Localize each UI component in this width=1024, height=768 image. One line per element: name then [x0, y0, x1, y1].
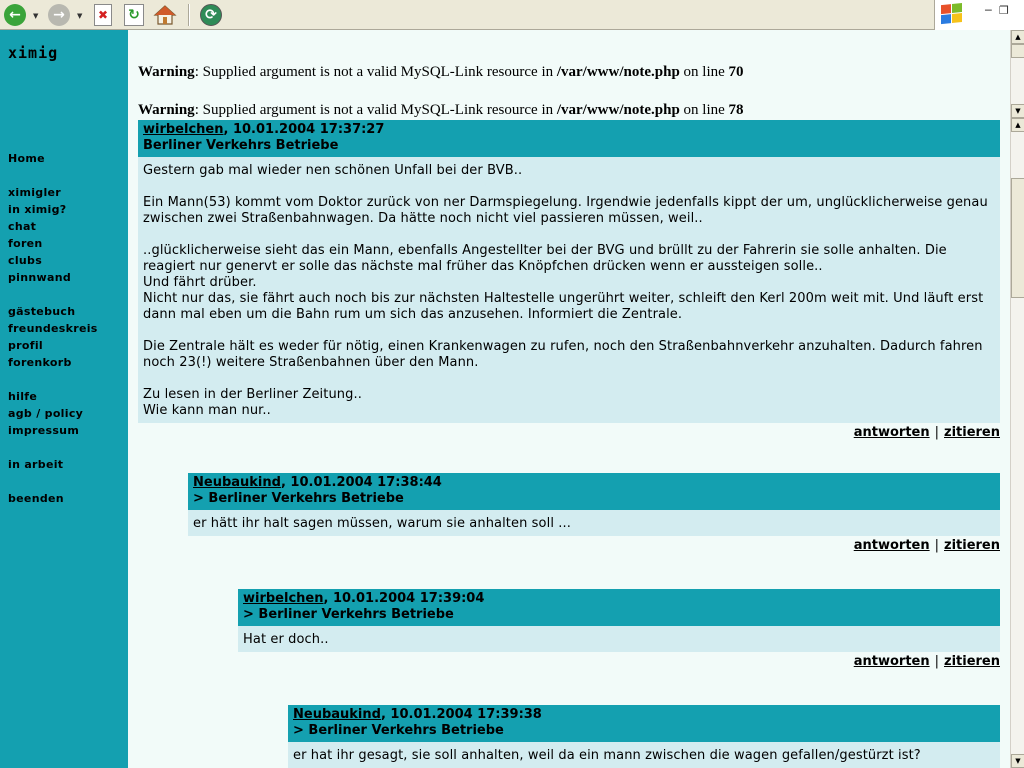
post-subject: > Berliner Verkehrs Betriebe [293, 723, 504, 738]
post-text-line [143, 371, 995, 387]
scroll-down-icon[interactable]: ▼ [1011, 754, 1024, 768]
scroll-up-icon[interactable]: ▲ [1011, 118, 1024, 132]
php-warning: Warning: Supplied argument is not a valid MySQL-Link resource in /var/www/note.php on line 70 [138, 64, 744, 80]
quote-link[interactable]: zitieren [944, 425, 1000, 440]
browser-toolbar [0, 0, 1024, 30]
sidebar-item-foren[interactable]: foren [8, 237, 43, 250]
scroll-up-icon[interactable]: ▲ [1011, 30, 1024, 44]
back-dropdown-icon[interactable]: ▼ [33, 12, 39, 20]
post-header [188, 473, 1000, 510]
sidebar-item-gaestebuch[interactable]: gästebuch [8, 305, 76, 318]
post-actions [188, 536, 1000, 553]
sidebar-item-home[interactable]: Home [8, 152, 45, 165]
sidebar-item-beenden[interactable]: beenden [8, 492, 64, 505]
post-text-line: er hätt ihr halt sagen müssen, warum sie anhalten soll ... [193, 516, 571, 531]
sidebar-item-agb-policy[interactable]: agb / policy [8, 407, 84, 420]
reply-link[interactable]: antworten [853, 425, 930, 440]
sidebar-item-pinnwand[interactable]: pinnwand [8, 271, 71, 284]
post-datetime: , 10.01.2004 17:39:04 [323, 591, 485, 606]
refresh-button[interactable] [124, 3, 144, 27]
php-warning: Warning: Supplied argument is not a valid MySQL-Link resource in /var/www/note.php on line 78 [138, 102, 744, 118]
reply-link[interactable]: antworten [853, 538, 930, 553]
sidebar-item-in-arbeit[interactable]: in arbeit [8, 458, 64, 471]
post-text-line: Die Zentrale hält es weder für nötig, einen Krankenwagen zu rufen, noch den Straßenbahnverkehr anzuhalten. Dadurch fahren noch 23(!) weitere Straßenbahnen über den Mann. [143, 339, 983, 370]
post-text-line: Wie kann man nur.. [143, 403, 271, 418]
stop-button[interactable] [94, 3, 112, 27]
post-datetime: , 10.01.2004 17:37:27 [223, 122, 385, 137]
post-text-line [143, 323, 995, 339]
post-body [188, 510, 1000, 536]
forum-post [238, 589, 1000, 669]
action-separator: | [934, 654, 939, 669]
post-body [238, 626, 1000, 652]
post-datetime: , 10.01.2004 17:38:44 [280, 475, 442, 490]
post-subject: > Berliner Verkehrs Betriebe [243, 607, 454, 622]
forum-post [288, 705, 1000, 768]
post-author-link[interactable]: Neubaukind [293, 707, 381, 722]
post-text-line: Gestern gab mal wieder nen schönen Unfall bei der BVB.. [143, 163, 523, 178]
sidebar-item-forenkorb[interactable]: forenkorb [8, 356, 72, 369]
post-datetime: , 10.01.2004 17:39:38 [380, 707, 542, 722]
back-button[interactable] [4, 3, 26, 27]
post-text-line: Hat er doch.. [243, 632, 329, 647]
post-header [238, 589, 1000, 626]
post-actions [238, 652, 1000, 669]
forward-button[interactable] [48, 3, 70, 27]
post-author-link[interactable]: wirbelchen [243, 591, 324, 606]
stop-icon: ✖ [94, 4, 112, 26]
post-text-line: Zu lesen in der Berliner Zeitung.. [143, 387, 362, 402]
post-body [288, 742, 1000, 768]
action-separator: | [934, 425, 939, 440]
frame-scrollbar[interactable] [1010, 30, 1024, 118]
sidebar-item-clubs[interactable]: clubs [8, 254, 43, 267]
history-button[interactable] [200, 3, 222, 27]
post-author-link[interactable]: Neubaukind [193, 475, 281, 490]
scrollbar-thumb[interactable] [1011, 44, 1024, 58]
sidebar-item-hilfe[interactable]: hilfe [8, 390, 38, 403]
sidebar-item-in-ximig[interactable]: in ximig? [8, 203, 67, 216]
post-text-line [143, 179, 995, 195]
post-subject: > Berliner Verkehrs Betriebe [193, 491, 404, 506]
sidebar [0, 30, 128, 768]
post-author-link[interactable]: wirbelchen [143, 122, 224, 137]
toolbar-separator [188, 4, 190, 26]
sidebar-item-ximigler[interactable]: ximigler [8, 186, 62, 199]
sidebar-item-chat[interactable]: chat [8, 220, 37, 233]
forward-icon: → [48, 4, 70, 26]
sidebar-item-profil[interactable]: profil [8, 339, 43, 352]
main-content [128, 30, 1010, 768]
windows-logo-icon [941, 3, 963, 25]
scrollbar-thumb[interactable] [1011, 178, 1024, 298]
home-button[interactable] [153, 3, 177, 27]
site-title: ximig [8, 44, 59, 62]
back-icon: ← [4, 4, 26, 26]
scroll-down-icon[interactable]: ▼ [1011, 104, 1024, 118]
forum-post [138, 120, 1000, 440]
sidebar-item-freundeskreis[interactable]: freundeskreis [8, 322, 98, 335]
quote-link[interactable]: zitieren [944, 654, 1000, 669]
sidebar-item-impressum[interactable]: impressum [8, 424, 80, 437]
window-controls [934, 0, 1024, 30]
history-icon: ⟳ [200, 4, 222, 26]
post-text-line: Ein Mann(53) kommt vom Doktor zurück von ner Darmspiegelung. Irgendwie jedenfalls kippt der um, unglücklicherweise genau zwischen zwei Straßenbahnwagen. Da hätte noch nicht viel passieren müssen, weil.. [143, 195, 988, 226]
post-text-line [143, 227, 995, 243]
post-header [138, 120, 1000, 157]
post-text-line: er hat ihr gesagt, sie soll anhalten, weil da ein mann zwischen die wagen gefallen/gestürzt ist? [293, 748, 921, 763]
minimize-icon[interactable]: ─ [985, 4, 992, 17]
home-icon [153, 4, 177, 26]
forward-dropdown-icon[interactable]: ▼ [77, 12, 83, 20]
forum-post [188, 473, 1000, 553]
quote-link[interactable]: zitieren [944, 538, 1000, 553]
post-body [138, 157, 1000, 423]
post-subject: Berliner Verkehrs Betriebe [143, 138, 339, 153]
action-separator: | [934, 538, 939, 553]
page-scrollbar[interactable] [1010, 118, 1024, 768]
reply-link[interactable]: antworten [853, 654, 930, 669]
post-actions [138, 423, 1000, 440]
refresh-icon: ↻ [124, 4, 144, 26]
restore-icon[interactable]: ❐ [999, 4, 1009, 17]
post-header [288, 705, 1000, 742]
post-text-line: Und fährt drüber. [143, 275, 257, 290]
post-text-line: Nicht nur das, sie fährt auch noch bis zur nächsten Haltestelle ungerührt weiter, schleift den Kerl 200m weit mit. Und läuft erst dann mal eben um die Bahn rum um sich das anzusehen. Informiert die Zentrale. [143, 291, 984, 322]
post-text-line: ..glücklicherweise sieht das ein Mann, ebenfalls Angestellter bei der BVG und brüllt zu der Fahrerin sie solle anhalten. Die reagiert nur genervt er solle das nächste mal früher das Knöpfchen drücken wenn er aussteigen solle.. [143, 243, 947, 274]
